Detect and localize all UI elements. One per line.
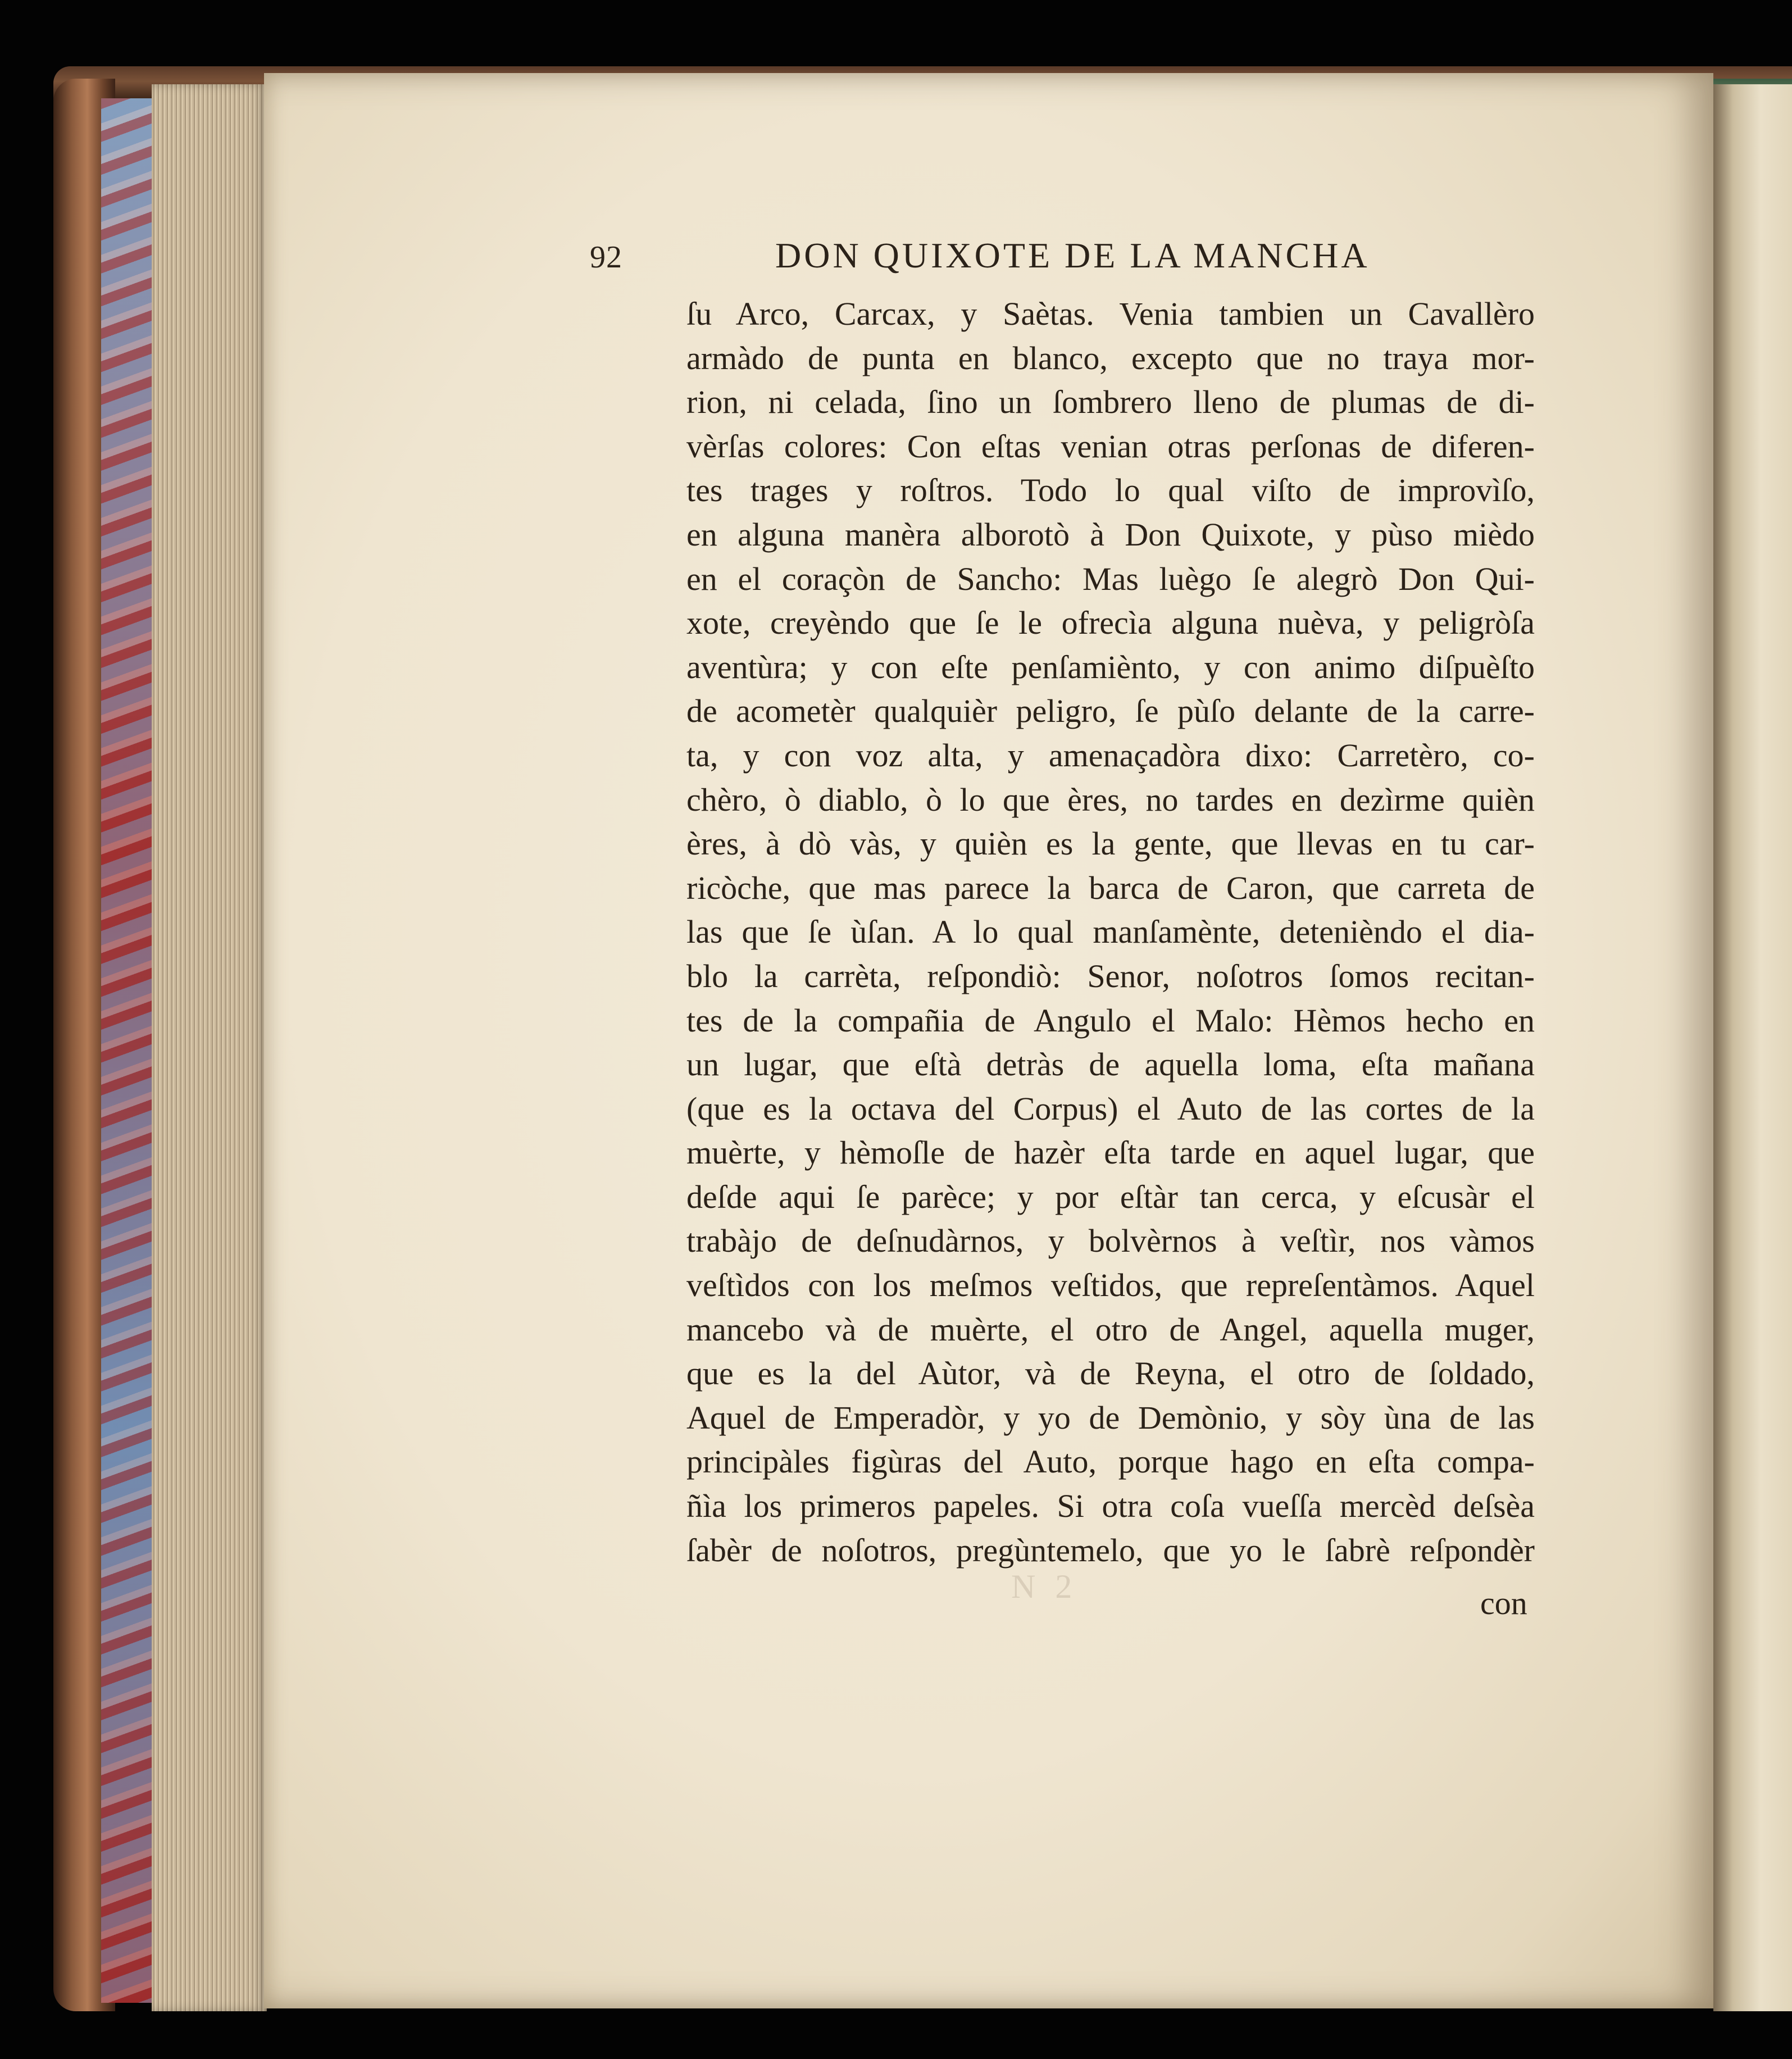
text-line: ñìa los primeros papeles. Si otra coſa vueſſa mercèd deſsèa: [686, 1488, 1535, 1525]
text-line: en alguna manèra alborotò à Don Quixote, y pùso mièdo: [686, 516, 1535, 553]
text-line: deſde aqui ſe parèce; y por eſtàr tan cerca, y eſcusàr el: [686, 1178, 1535, 1215]
text-line: en el coraçòn de Sancho: Mas luègo ſe alegrò Don Qui-: [686, 560, 1535, 597]
text-line: aventùra; y con eſte penſamiènto, y con animo diſpuèſto: [686, 648, 1535, 685]
text-line: trabàjo de deſnudàrnos, y bolvèrnos à veſtìr, nos vàmos: [686, 1222, 1535, 1260]
text-line: blo la carrèta, reſpondiò: Senor, noſotros ſomos recitan-: [686, 957, 1535, 994]
text-line: muèrte, y hèmoſle de hazèr eſta tarde en aquel lugar, que: [686, 1134, 1535, 1171]
text-line: ſabèr de noſotros, pregùntemelo, que yo le ſabrè reſpondèr: [686, 1531, 1535, 1569]
text-line: armàdo de punta en blanco, excepto que no traya mor-: [686, 339, 1535, 376]
text-line: las que ſe ùſan. A lo qual manſamènte, detenièndo el dia-: [686, 913, 1535, 951]
text-line: veſtìdos con los meſmos veſtidos, que repreſentàmos. Aquel: [686, 1267, 1535, 1304]
text-line: un lugar, que eſtà detràs de aquella loma, eſta mañana: [686, 1046, 1535, 1083]
text-line: Aquel de Emperadòr, y yo de Demònio, y sòy ùna de las: [686, 1399, 1535, 1436]
text-line: ricòche, que mas parece la barca de Caron, que carreta de: [686, 869, 1535, 906]
marbled-endpaper: [101, 98, 154, 2003]
text-line: xote, creyèndo que ſe le ofrecìa alguna nuèva, y peligròſa: [686, 604, 1535, 642]
text-line: ſu Arco, Carcax, y Saètas. Venia tambien un Cavallèro: [686, 296, 1535, 332]
page-edges: [152, 84, 267, 2011]
text-line: vèrſas colores: Con eſtas venian otras perſonas de diferen-: [686, 428, 1535, 465]
text-line: que es la del Aùtor, và de Reyna, el otro de ſoldado,: [686, 1355, 1535, 1392]
facing-page-edge: [1713, 84, 1792, 2011]
text-line: rion, ni celada, ſino un ſombrero lleno de plumas de di-: [686, 384, 1535, 421]
text-line: tes de la compañia de Angulo el Malo: Hèmos hecho en: [686, 1002, 1535, 1039]
running-title: DON QUIXOTE DE LA MANCHA: [775, 235, 1370, 275]
text-line: principàles figùras del Auto, porque hago en eſta compa-: [686, 1443, 1535, 1480]
running-head: [590, 235, 1539, 285]
text-line: ères, à dò vàs, y quièn es la gente, que llevas en tu car-: [686, 825, 1535, 862]
signature-mark-bleed: N 2: [1011, 1568, 1078, 1605]
catchword: con: [1480, 1585, 1527, 1621]
text-line: tes trages y roſtros. Todo lo qual viſto de improvìſo,: [686, 472, 1535, 509]
body-text: [686, 292, 1535, 1572]
text-line: (que es la octava del Corpus) el Auto de las cortes de la: [686, 1090, 1535, 1127]
page-number: 92: [590, 240, 622, 275]
text-line: mancebo và de muèrte, el otro de Angel, aquella muger,: [686, 1311, 1535, 1348]
text-line: chèro, ò diablo, ò lo que ères, no tardes en dezìrme quièn: [686, 781, 1535, 818]
text-line: ta, y con voz alta, y amenaçadòra dixo: Carretèro, co-: [686, 737, 1535, 774]
text-line: de acometèr qualquièr peligro, ſe pùſo delante de la carre-: [686, 693, 1535, 730]
